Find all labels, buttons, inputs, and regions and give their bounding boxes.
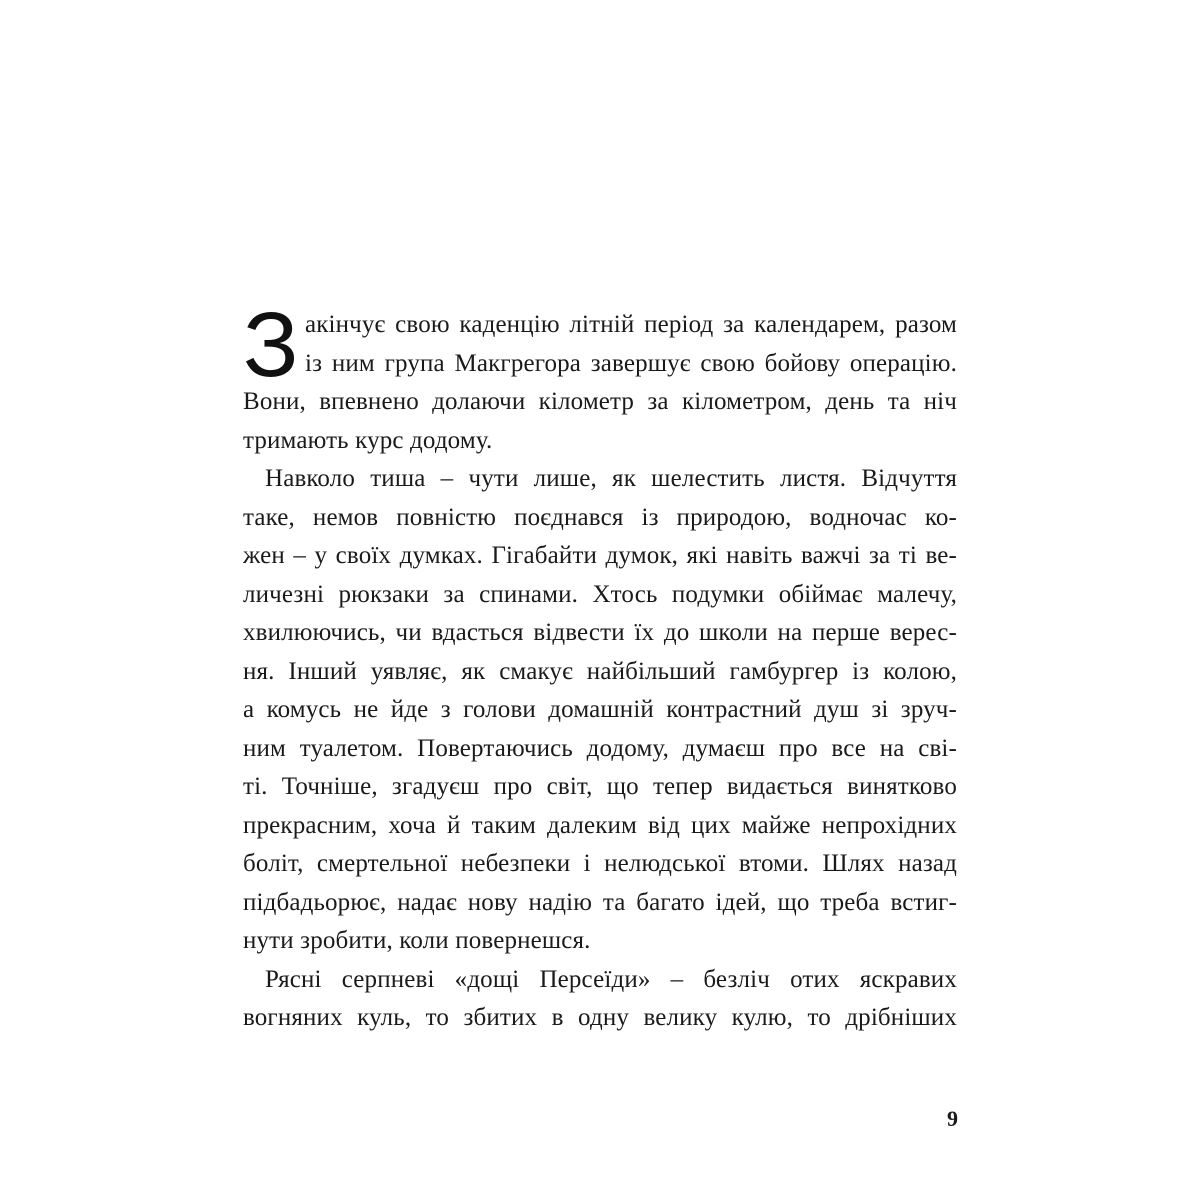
text-line: тримають курс додому. [243, 426, 493, 454]
text-line: Вони, впевнено долаючи кілометр за кілометром, день та ніч [243, 388, 957, 415]
text-line: вогняних куль, то збитих в одну велику кулю, то дрібніших [243, 1004, 957, 1031]
page-number: 9 [947, 1106, 958, 1131]
text-line: прекрасним, хоча й таким далеким від цих майже непрохідних [243, 811, 957, 839]
text-line: ня. Інший уявляє, як смакує найбільший гамбургер із колою, [243, 657, 957, 685]
text-line: боліт, смертельної небезпеки і нелюдської втоми. Шлях назад [243, 850, 957, 877]
paragraph-1 [243, 294, 957, 460]
paragraph-2 [243, 460, 957, 961]
text-line: жен – у своїх думках. Гігабайти думок, які навіть важчі за ті ве- [243, 542, 957, 569]
text-line: личезні рюкзаки за спинами. Хтось подумки обіймає малечу, [243, 580, 957, 608]
text-line: акінчує свою каденцію літній період за календарем, разом [305, 311, 957, 338]
text-line: Рясні серпневі «дощі Персеїди» – безліч отих яскравих [265, 965, 957, 993]
paragraph-3 [243, 961, 957, 1038]
text-line: таке, немов повністю поєднався із природою, водночас ко- [243, 503, 957, 531]
text-line: ті. Точніше, згадуєш про світ, що тепер видається винятково [243, 773, 957, 800]
drop-cap: З [243, 294, 299, 396]
body-text [243, 294, 957, 1038]
text-line: підбадьорює, надає нову надію та багато ідей, що треба встиг- [243, 888, 957, 916]
text-line: із ним група Макгрегора завершує свою бойову операцію. [305, 349, 957, 377]
text-line: хвилюючись, чи вдасться відвести їх до школи на перше верес- [243, 619, 957, 646]
text-line: а комусь не йде з голови домашній контрастний душ зі зруч- [243, 696, 957, 723]
text-line: Навколо тиша – чути лише, як шелестить листя. Відчуття [265, 465, 957, 492]
text-line: нути зробити, коли повернешся. [243, 927, 591, 954]
text-line: ним туалетом. Повертаючись додому, думаєш про все на сві- [243, 734, 957, 762]
